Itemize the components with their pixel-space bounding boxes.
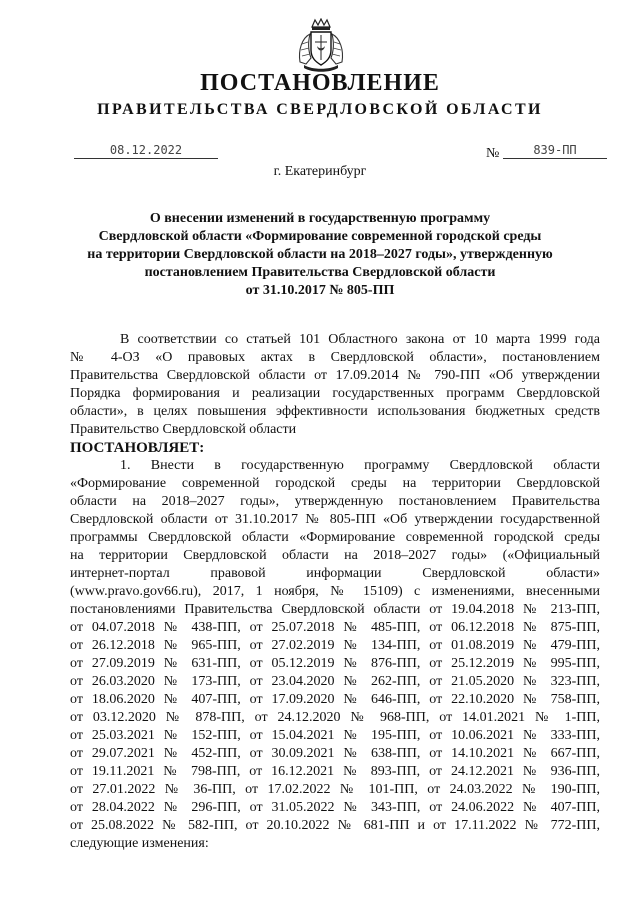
document-date: 08.12.2022 — [74, 143, 218, 159]
title-line: от 31.10.2017 № 805-ПП — [245, 283, 395, 298]
item-line: от 25.03.2021 № 152-ПП, от 15.04.2021 № 195-ПП, от 10.06.2021 № 333-ПП, — [70, 728, 600, 743]
item-line: (www.pravo.gov66.ru), 2017, 1 ноября, № 15109) с изменениями, внесенными — [70, 584, 600, 599]
item-line: от 29.07.2021 № 452-ПП, от 30.09.2021 № 638-ПП, от 14.10.2021 № 667-ПП, — [70, 746, 600, 761]
item-line: от 27.01.2022 № 36-ПП, от 17.02.2022 № 101-ПП, от 24.03.2022 № 190-ПП, — [70, 782, 600, 797]
item-line: от 19.11.2021 № 798-ПП, от 16.12.2021 № 893-ПП, от 24.12.2021 № 936-ПП, — [70, 764, 600, 779]
item-line: от 03.12.2020 № 878-ПП, от 24.12.2020 № 968-ПП, от 14.01.2021 № 1-ПП, — [70, 710, 600, 725]
item-line: от 27.09.2019 № 631-ПП, от 05.12.2019 № 876-ПП, от 25.12.2019 № 995-ПП, — [70, 656, 600, 671]
coat-of-arms-icon — [296, 18, 346, 74]
item-line: постановлениями Правительства Свердловской области от 19.04.2018 № 213-ПП, — [70, 602, 600, 617]
item-line: от 18.06.2020 № 407-ПП, от 17.09.2020 № 646-ПП, от 22.10.2020 № 758-ПП, — [70, 692, 600, 707]
document-number: 839-ПП — [503, 143, 607, 159]
intro-line: Правительство Свердловской области — [70, 422, 297, 437]
number-label: № — [486, 146, 500, 161]
intro-line: Порядка формирования и реализации государственных программ Свердловской — [70, 386, 600, 401]
title-line: О внесении изменений в государственную программу — [149, 211, 491, 226]
item-line: области на 2018–2027 годы», утвержденную постановлением Правительства — [70, 494, 600, 509]
item-line: интернет-портал правовой информации Свердловской области» — [70, 566, 600, 581]
item-line: от 26.03.2020 № 173-ПП, от 23.04.2020 № 262-ПП, от 21.05.2020 № 323-ПП, — [70, 674, 600, 689]
item-line: Свердловской области от 31.10.2017 № 805-ПП «Об утверждении государственной — [70, 512, 600, 527]
item-line: следующие изменения: — [70, 836, 209, 851]
document-title — [70, 210, 570, 300]
title-line: на территории Свердловской области на 2018–2027 годы», утвержденную — [87, 247, 553, 262]
item-line: от 25.08.2022 № 582-ПП, от 20.10.2022 № 681-ПП и от 17.11.2022 № 772-ПП, — [70, 818, 600, 833]
document-body — [70, 331, 600, 853]
item-line: от 26.12.2018 № 965-ПП, от 27.02.2019 № 134-ПП, от 01.08.2019 № 479-ПП, — [70, 638, 600, 653]
title-line: постановлением Правительства Свердловской области — [144, 265, 496, 280]
item-line: 1. Внести в государственную программу Свердловской области — [120, 458, 600, 473]
issuer-heading: ПРАВИТЕЛЬСТВА СВЕРДЛОВСКОЙ ОБЛАСТИ — [97, 101, 543, 118]
city-name: г. Екатеринбург — [273, 164, 367, 179]
intro-line: № 4-ОЗ «О правовых актах в Свердловской области», постановлением — [70, 350, 600, 365]
title-line: Свердловской области «Формирование современной городской среды — [98, 229, 542, 244]
item-line: от 04.07.2018 № 438-ПП, от 25.07.2018 № 485-ПП, от 06.12.2018 № 875-ПП, — [70, 620, 600, 635]
intro-line: области», в целях повышения эффективности использования бюджетных средств — [70, 404, 600, 419]
decree-keyword: ПОСТАНОВЛЯЕТ: — [70, 440, 205, 456]
item-line: «Формирование современной городской среды на территории Свердловской — [70, 476, 600, 491]
item-line: на территории Свердловской области на 2018–2027 годы» («Официальный — [70, 548, 600, 563]
item-line: от 28.04.2022 № 296-ПП, от 31.05.2022 № 343-ПП, от 24.06.2022 № 407-ПП, — [70, 800, 600, 815]
item-line: программы Свердловской области «Формирование современной городской среды — [70, 530, 600, 545]
intro-line: Правительства Свердловской области от 17.09.2014 № 790-ПП «Об утверждении — [70, 368, 600, 383]
intro-line: В соответствии со статьей 101 Областного закона от 10 марта 1999 года — [120, 332, 600, 347]
document-type-heading: ПОСТАНОВЛЕНИЕ — [200, 70, 440, 96]
